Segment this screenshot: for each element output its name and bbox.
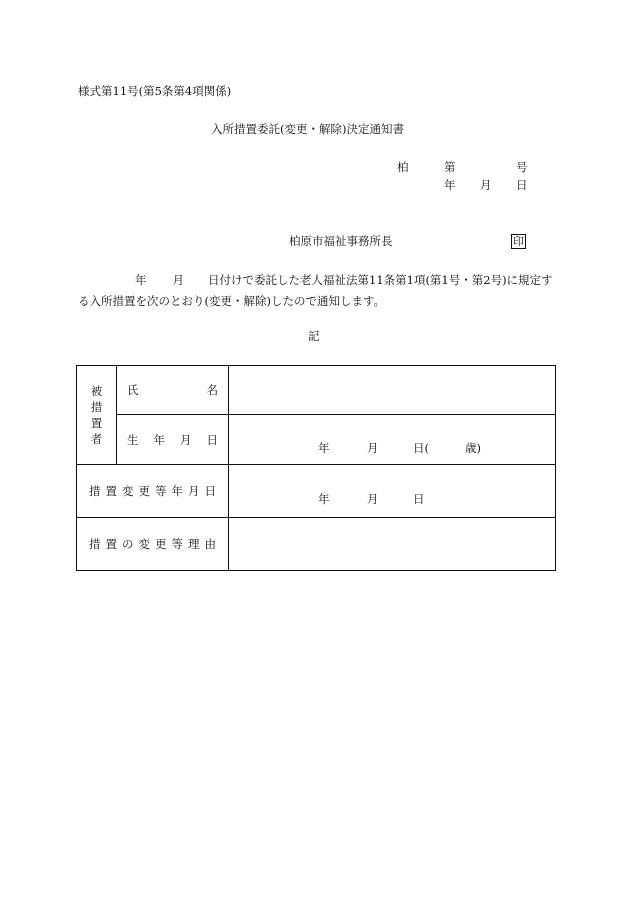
dob-value xyxy=(229,415,556,465)
seal-mark: 印 xyxy=(513,235,524,248)
dob-label: 生 年 月 日 xyxy=(117,415,229,465)
change-month: 月 xyxy=(367,492,379,506)
body-month: 月 xyxy=(172,273,184,287)
ref-prefix: 柏 xyxy=(397,160,409,174)
reason-label: 措 置 の 変 更 等 理 由 xyxy=(77,518,229,571)
issue-year: 年 xyxy=(444,178,456,192)
body-line1: 日付けで委託した老人福祉法第11条第1項(第1号・第2号)に規定す xyxy=(208,273,553,287)
body-line2: る入所措置を次のとおり(変更・解除)したので通知します。 xyxy=(78,294,386,308)
dob-age: 歳) xyxy=(465,440,481,455)
subject-header: 被 措 置 者 xyxy=(77,366,117,465)
ki-heading: 記 xyxy=(308,329,320,343)
ref-go: 号 xyxy=(516,160,528,174)
ref-dai: 第 xyxy=(444,160,456,174)
name-label: 氏 名 xyxy=(117,366,229,415)
form-number: 様式第11号(第5条第4項関係) xyxy=(78,84,232,98)
change-date-value xyxy=(229,465,556,518)
issue-day: 日 xyxy=(516,178,528,192)
body-year: 年 xyxy=(135,273,147,287)
name-value xyxy=(229,366,556,415)
notice-body xyxy=(78,270,558,312)
document-title: 入所措置委託(変更・解除)決定通知書 xyxy=(211,122,404,136)
dob-month: 月 xyxy=(367,440,379,455)
reason-value xyxy=(229,518,556,571)
dob-day: 日( xyxy=(413,440,429,455)
issue-month: 月 xyxy=(480,178,492,192)
change-date-label: 措 置 変 更 等 年 月 日 xyxy=(77,465,229,518)
dob-year: 年 xyxy=(318,440,330,455)
measure-table xyxy=(76,365,556,571)
change-year: 年 xyxy=(318,492,330,506)
issuer-name: 柏原市福祉事務所長 xyxy=(289,234,393,248)
change-day: 日 xyxy=(413,492,425,506)
